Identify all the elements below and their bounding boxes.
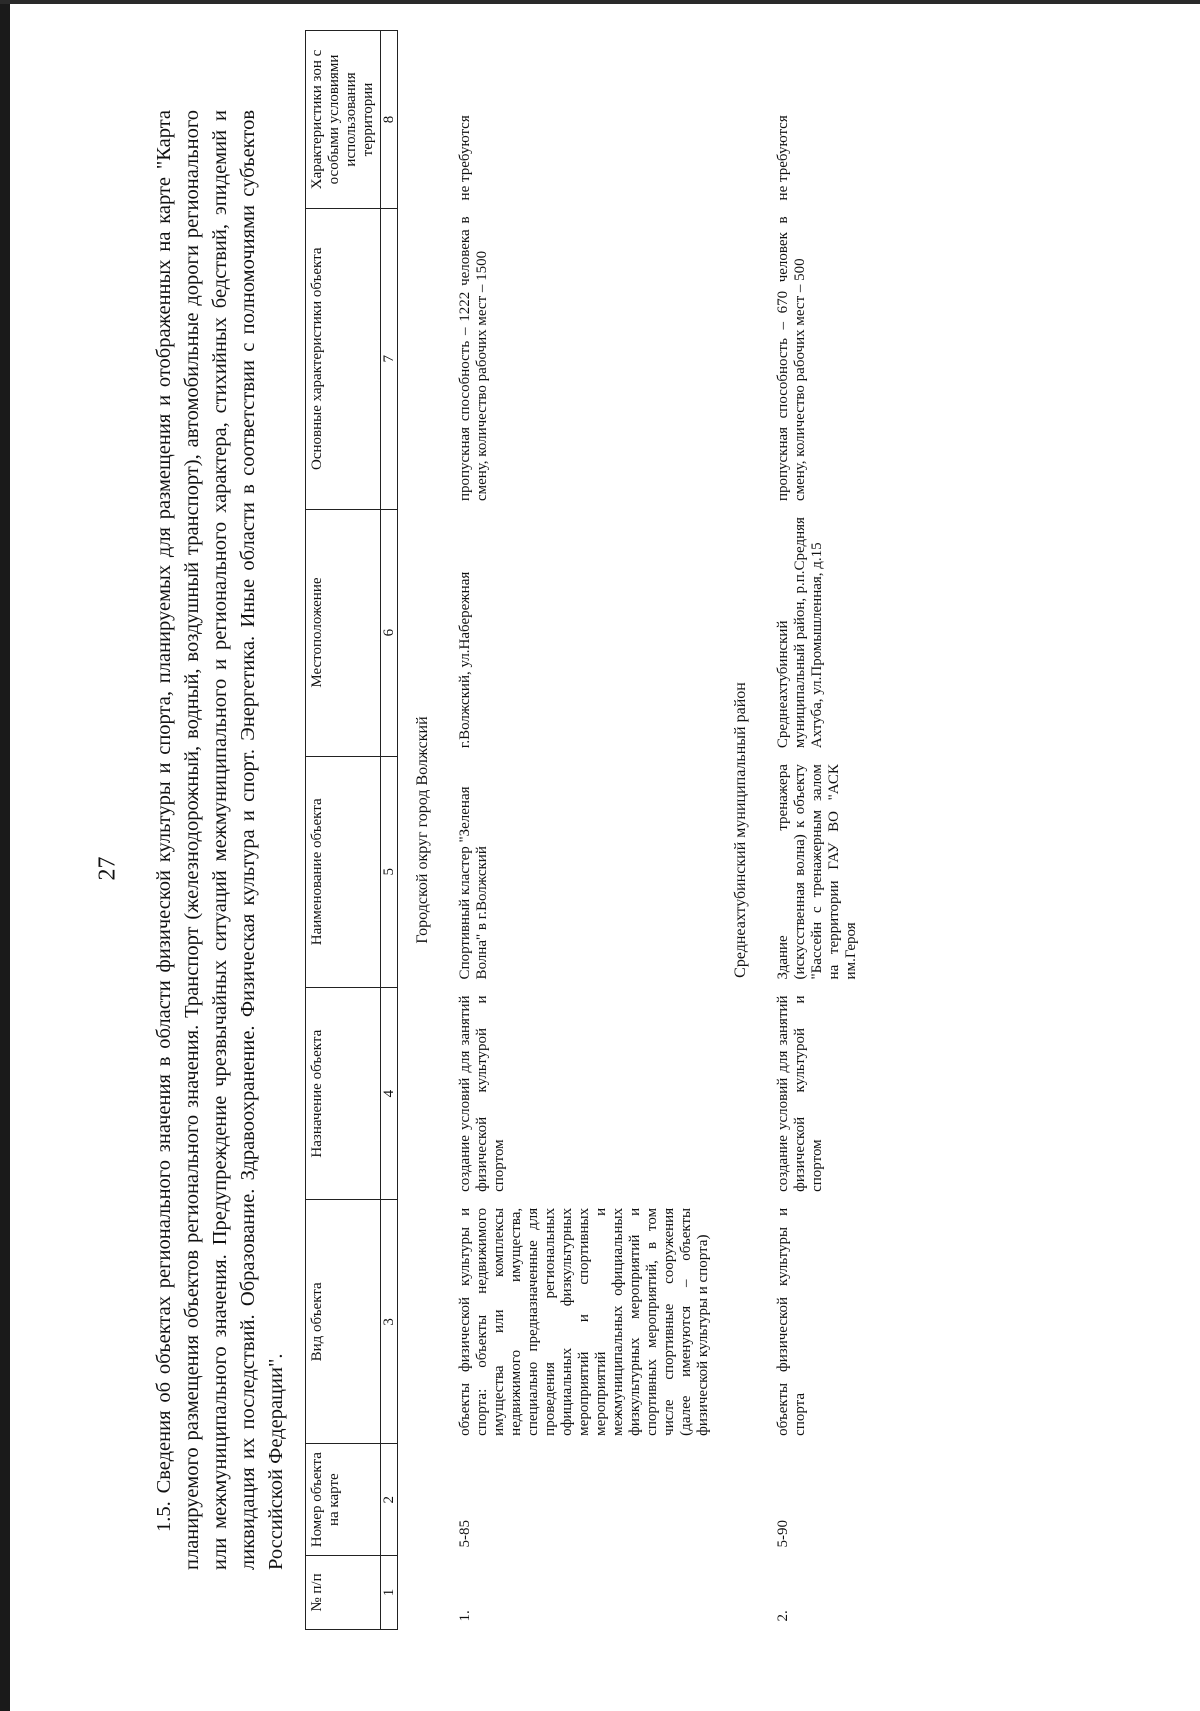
cell-map-id: 5-90 [775, 1520, 791, 1548]
section-title-row [716, 31, 757, 1630]
section-title: Городской округ город Волжский [414, 716, 431, 944]
col-header-purpose: Назначение объекта [306, 987, 381, 1199]
cell-characteristics: пропускная способность – 670 человек в смену, количество рабочих мест – 500 [775, 216, 808, 502]
col-header-characteristics: Основные характеристики объекта [306, 208, 381, 509]
cell-location: г.Волжский, ул.Набережная [457, 571, 473, 749]
cell-name: Спортивный кластер "Зеленая Волна" в г.Волжский [457, 786, 490, 980]
section-heading [150, 110, 290, 1570]
cell-type: объекты физической культуры и спорта: объекты недвижимого имущества или комплексы недвижимого имущества, специально предназначенные для проведения региональных официальных физкультурных мероприятий и спортивных мероприятий и межмуниципальных официальных физкультурных мероприятий и спортивных мероприятий, в том числе спортивные сооружения (далее именуются – объекты физической культуры и спорта) [457, 1207, 711, 1436]
heading-text: 1.5. Сведения об объектах регионального значения в области физической культуры и спорта, планируемых для размещения и отображенных на карте "Карта планируемого размещения объектов регионального значения. Транспорт (железнодорожный, водный, воздушный транспорт), автомобильные дороги регионального или межмуниципального значения. Предупреждение чрезвычайных ситуаций межмуниципального и регионального характера, стихийных бедствий, эпидемий и ликвидация их последствий. Образование. Здравоохранение. Физическая культура и спорт. Энергетика. Иные области в соответствии с полномочиями субъектов Российской Федерации". [153, 110, 287, 1570]
table-row [757, 31, 864, 1630]
cell-location: Среднеахтубинский муниципальный район, р.п.Средняя Ахтуба, ул.Промышленная, д.15 [775, 517, 825, 749]
col-number: 5 [381, 756, 398, 987]
page-number: 27 [94, 856, 121, 881]
col-header-zones: Характеристики зон с особыми условиями использования территории [306, 31, 381, 209]
cell-purpose: создание условий для занятий физической культурой и спортом [775, 995, 825, 1192]
table-row [439, 31, 716, 1630]
col-number: 3 [381, 1200, 398, 1444]
objects-table [305, 30, 864, 1630]
column-number-row [381, 31, 398, 1630]
cell-zones: не требуются [457, 115, 473, 201]
cell-name: Здание тренажера (искусственная волна) к объекту "Бассейн с тренажерным залом на территории ГАУ ВО "АСК им.Героя [775, 764, 859, 980]
col-number: 2 [381, 1444, 398, 1556]
cell-zones: не требуются [775, 115, 791, 201]
col-header-map-id: Номер объекта на карте [306, 1444, 381, 1556]
cell-num: 2. [775, 1610, 791, 1622]
scan-edge [0, 0, 10, 1711]
col-header-type: Вид объекта [306, 1200, 381, 1444]
section-title-row [398, 31, 440, 1630]
col-number: 4 [381, 987, 398, 1199]
col-number: 7 [381, 208, 398, 509]
col-header-num: № п/п [306, 1556, 381, 1630]
col-number: 1 [381, 1556, 398, 1630]
col-header-location: Местоположение [306, 509, 381, 756]
section-title: Среднеахтубинский муниципальный район [732, 682, 749, 978]
cell-num: 1. [457, 1610, 473, 1622]
cell-purpose: создание условий для занятий физической культурой и спортом [457, 995, 507, 1192]
cell-map-id: 5-85 [457, 1520, 473, 1548]
col-number: 8 [381, 31, 398, 209]
cell-type: объекты физической культуры и спорта [775, 1207, 808, 1436]
cell-characteristics: пропускная способность – 1222 человека в смену, количество рабочих мест – 1500 [457, 216, 490, 502]
rotated-page [150, 0, 1200, 1650]
col-number: 6 [381, 509, 398, 756]
header-row [306, 31, 381, 1630]
col-header-name: Наименование объекта [306, 756, 381, 987]
